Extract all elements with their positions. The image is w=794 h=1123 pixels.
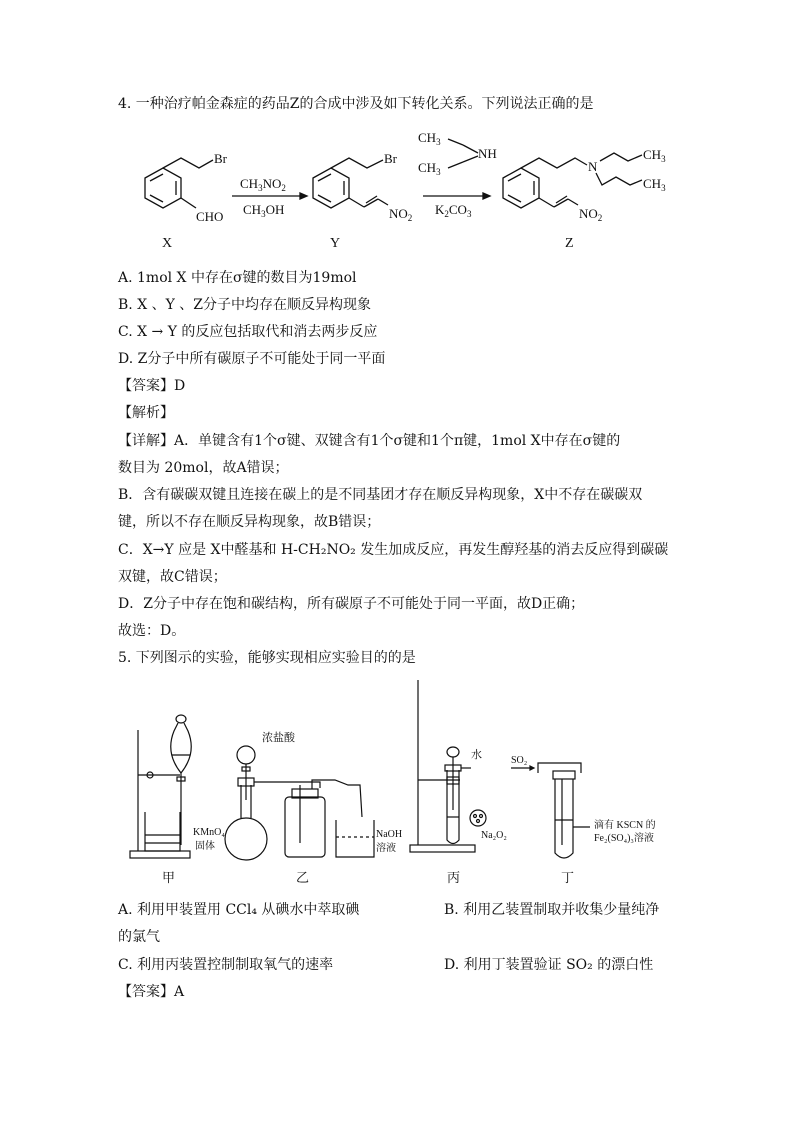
label-water: 水 [471,749,482,761]
q4-stem: 4. 一种治疗帕金森症的药品Z的合成中涉及如下转化关系。下列说法正确的是 [118,96,594,112]
label-kscn: 滴有 KSCN 的 [594,820,656,831]
q4-option-b: B. X 、Y 、Z分子中均存在顺反异构现象 [118,297,372,313]
label-solid: 固体 [195,841,215,852]
q4-detail-line: B．含有碳碳双键且连接在碳上的是不同基团才存在顺反异构现象，X中不存在碳碳双 [118,487,643,503]
q5-option-c: C. 利用丙装置控制制取氧气的速率 [118,957,334,973]
label-fe2so43: Fe₂(SO₄)₃溶液 [594,833,654,844]
reagent1-top: $CH_3NO_2$ [240,176,286,193]
compound-x: X [162,236,173,251]
q4-detail-line: 数目为 20mol，故A错误； [118,460,289,476]
caption-ding: 丁 [561,870,575,885]
label-conc-hcl: 浓盐酸 [262,732,295,744]
y-br-label: Br [384,151,397,166]
q5-option-b: B. 利用乙装置制取并收集少量纯净 [444,902,660,918]
caption-bing: 丙 [447,870,461,885]
q5-stem: 5. 下列图示的实验，能够实现相应实验目的的是 [118,650,416,666]
label-kmno4: KMnO₄ [193,827,225,838]
q4-reaction-scheme [0,125,794,265]
amine-nh: NH [478,146,497,161]
amine-ch3-top: $CH_3$ [418,130,441,147]
y-no2-label: $NO_2$ [389,206,413,223]
label-naoh: NaOH [376,829,403,840]
q5-option-b-cont: 的氯气 [118,929,160,945]
q4-detail-line: 键，所以不存在顺反异构现象，故B错误； [118,514,381,530]
amine-ch3-bottom: $CH_3$ [418,160,441,177]
apparatus-ding [511,763,590,858]
q4-detail-line: 双键，故C错误； [118,569,227,585]
q4-option-d: D. Z分子中所有碳原子不可能处于同一平面 [118,351,386,367]
apparatus-jia [130,715,191,858]
q4-detail-line: D．Z分子中存在饱和碳结构，所有碳原子不可能处于同一平面，故D正确； [118,596,585,612]
q4-analysis-label: 【解析】 [118,405,174,421]
z-no2-label: $NO_2$ [579,206,603,223]
reagent2-k2co3: $K_2CO_3$ [435,202,472,219]
q5-option-d: D. 利用丁装置验证 SO₂ 的漂白性 [444,957,654,973]
apparatus-bing [410,680,486,852]
z-ch3-bottom: $CH_3$ [643,176,666,193]
x-cho-label: CHO [196,209,224,224]
q4-option-c: C. X → Y 的反应包括取代和消去两步反应 [118,324,378,340]
q4-detail-line: 故选：D。 [118,623,186,639]
caption-jia: 甲 [162,870,176,885]
compound-y: Y [330,236,341,251]
label-solution: 溶液 [376,843,396,854]
x-br-label: Br [214,151,227,166]
q4-option-a: A. 1mol X 中存在σ键的数目为19mol [118,270,357,286]
q5-apparatus-figure [0,675,794,885]
caption-yi: 乙 [296,870,310,885]
label-na2o2: Na₂O₂ [481,830,507,841]
label-so2: SO₂ [511,755,528,766]
apparatus-yi [225,746,374,860]
q5-answer: 【答案】A [118,984,185,1000]
q4-answer: 【答案】D [118,378,186,394]
q4-detail-line: 【详解】A．单键含有1个σ键、双键含有1个σ键和1个π键，1mol X中存在σ键的 [118,433,621,449]
z-ch3-top: $CH_3$ [643,147,666,164]
q5-option-a: A. 利用甲装置用 CCl₄ 从碘水中萃取碘 [118,902,360,918]
q4-detail-line: C．X→Y 应是 X中醛基和 H-CH₂NO₂ 发生加成反应，再发生醇羟基的消去反应得到碳碳 [118,542,669,558]
z-n-label: N [588,159,598,174]
compound-z: Z [565,236,574,251]
reagent1-bottom: $CH_3OH$ [243,202,285,219]
